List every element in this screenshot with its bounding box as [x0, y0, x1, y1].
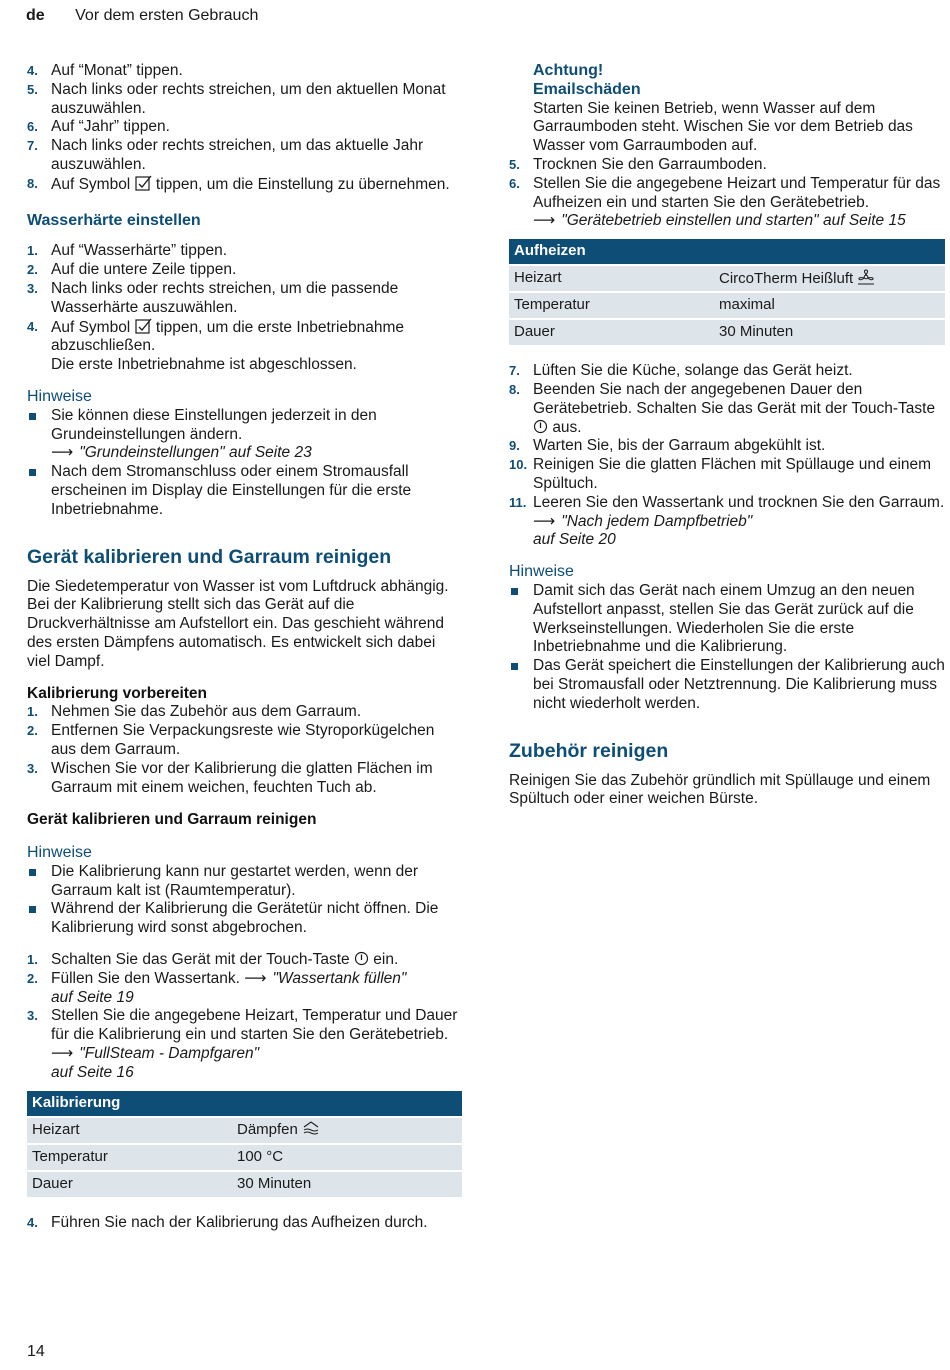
step-text: Auf die untere Zeile tippen. [51, 261, 237, 279]
step-text: Trocknen Sie den Garraumboden. [533, 155, 767, 173]
notes-list [27, 407, 462, 520]
page-header [26, 7, 258, 26]
step-number: 3. [27, 760, 38, 776]
step-number: 1. [27, 704, 38, 720]
xref-page: auf Seite 20 [533, 531, 616, 549]
step-number: 4. [27, 63, 38, 78]
list-item [27, 951, 462, 970]
list-item [509, 381, 945, 437]
step-text: Auf “Wasserhärte” tippen. [51, 242, 228, 260]
step-text: Führen Sie nach der Kalibrierung das Aufheizen durch. [51, 1213, 428, 1231]
step-number: 4. [27, 318, 38, 334]
subsection-heading: Kalibrierung vorbereiten [27, 684, 208, 702]
xref-text: "FullSteam - Dampfgaren" [79, 1045, 260, 1063]
table-key: Dauer [509, 318, 714, 345]
warning-text: Starten Sie keinen Betrieb, wenn Wasser auf dem Garraumboden steht. Wischen Sie vor dem Betrieb das Wasser vom Garraumboden auf. [533, 99, 913, 155]
list-item [27, 722, 462, 760]
steam-icon [302, 1120, 320, 1136]
xref-text: "Gerätebetrieb einstellen und starten" auf Seite 15 [561, 212, 906, 230]
step-number: 5. [27, 81, 38, 97]
step-text: Auf Symbol [51, 318, 131, 336]
page-number: 14 [27, 1343, 45, 1360]
step-text: Nach links oder rechts streichen, um die passende Wasserhärte auszuwählen. [51, 279, 399, 316]
step-text: Schalten Sie das Gerät mit der Touch-Taste [51, 951, 350, 969]
note-text: Die Kalibrierung kann nur gestartet werden, wenn der Garraum kalt ist (Raumtemperatur). [51, 862, 419, 899]
aufheizen-table [509, 239, 945, 345]
list-item [27, 760, 462, 798]
notes-list [509, 582, 945, 714]
note-text: Nach dem Stromanschluss oder einem Stromausfall erscheinen im Display die Einstellungen für die erste Inbetriebnahme. [51, 463, 412, 518]
paragraph: Reinigen Sie das Zubehör gründlich mit Spüllauge und einem Spültuch oder einer weichen Bürste. [509, 771, 931, 808]
table-row [509, 264, 945, 291]
steps-a [509, 156, 945, 231]
table-value-text: Dämpfen [237, 1121, 298, 1139]
cross-reference [533, 212, 906, 229]
list-item [509, 437, 945, 456]
step-number: 6. [509, 175, 520, 191]
list-item [27, 970, 462, 1008]
step-text: Nehmen Sie das Zubehör aus dem Garraum. [51, 703, 362, 721]
section-heading: Wasserhärte einstellen [27, 211, 201, 229]
list-item [509, 657, 945, 713]
table-value [232, 1116, 462, 1143]
kr-steps [27, 951, 462, 1083]
note-text: Das Gerät speichert die Einstellungen der Kalibrierung auch bei Stromausfall oder Netztrennung. Die Kalibrierung muss nicht wiederholt werden. [533, 657, 945, 712]
list-item [27, 463, 462, 519]
list-item [27, 318, 462, 375]
table-row [27, 1170, 462, 1197]
list-item [27, 175, 462, 195]
final-steps [27, 1214, 462, 1233]
warning-subtitle: Emailschäden [533, 80, 641, 98]
step-number: 11. [509, 494, 527, 510]
list-item [509, 156, 945, 175]
list-item [27, 280, 462, 318]
note-text: Während der Kalibrierung die Gerätetür nicht öffnen. Die Kalibrierung wird sonst abgebrochen. [51, 900, 439, 937]
steps-b [509, 362, 945, 550]
step-number: 7. [27, 138, 38, 154]
left-column [27, 62, 462, 1232]
step-number: 2. [27, 970, 38, 986]
cross-reference [533, 513, 945, 551]
paragraph: Die Siedetemperatur von Wasser ist vom Luftdruck abhängig. Bei der Kalibrierung stellt sich das Gerät auf die Druckverhältnisse am Aufstellort ein. Das geschieht während des ersten Dämpfens automatisch. Es entwickelt sich dabei viel Dampf. [27, 577, 449, 670]
list-item [27, 137, 462, 175]
step-text: Nach links oder rechts streichen, um das aktuelle Jahr auszuwählen. [51, 137, 424, 173]
step-number: 3. [27, 1008, 38, 1024]
list-item [27, 1214, 462, 1233]
step-text: Leeren Sie den Wassertank und trocknen Sie den Garraum. [533, 493, 945, 511]
note-text: Sie können diese Einstellungen jederzeit in den Grundeinstellungen ändern. [51, 406, 377, 443]
list-item [509, 494, 945, 550]
step-text: tippen, um die erste Inbetriebnahme abzuschließen. [51, 318, 405, 355]
list-item [27, 62, 462, 81]
arrow-right-icon: ⟶ [244, 969, 267, 987]
xref-text: "Wassertank füllen" [272, 969, 407, 987]
xref-text: "Nach jedem Dampfbetrieb" [561, 512, 753, 530]
xref-text: "Grundeinstellungen" auf Seite 23 [79, 444, 312, 462]
list-item [27, 1007, 462, 1082]
notes-title: Hinweise [27, 387, 92, 405]
table-value: maximal [714, 291, 945, 318]
kalibrierung-table [27, 1091, 462, 1197]
list-item [27, 81, 462, 119]
step-text: Auf Symbol [51, 175, 131, 193]
step-text: Füllen Sie den Wassertank. [51, 969, 240, 987]
step-text: tippen, um die Einstellung zu übernehmen. [155, 175, 450, 193]
step-text: Auf “Monat” tippen. [51, 62, 183, 79]
list-item [509, 456, 945, 494]
list-item [27, 118, 462, 137]
step-text: ein. [373, 951, 399, 969]
step-number: 8. [27, 175, 38, 191]
circotherm-fan-icon [857, 269, 875, 285]
list-item [509, 175, 945, 231]
section-heading: Gerät kalibrieren und Garraum reinigen [27, 545, 392, 568]
step-number: 6. [27, 119, 38, 135]
table-key: Heizart [509, 264, 714, 291]
right-column [509, 62, 945, 809]
step-text: Auf “Jahr” tippen. [51, 118, 170, 136]
section-heading: Zubehör reinigen [509, 739, 669, 762]
table-title: Aufheizen [509, 239, 945, 264]
table-value: 100 °C [232, 1143, 462, 1170]
power-icon [533, 419, 548, 434]
language-tag: de [26, 7, 45, 24]
step-number: 7. [509, 363, 520, 379]
table-key: Heizart [27, 1116, 232, 1143]
check-box-icon [135, 318, 152, 334]
vorb-steps [27, 703, 462, 797]
table-key: Dauer [27, 1170, 232, 1197]
notes-list [27, 863, 462, 938]
list-item [27, 407, 462, 463]
step-number: 1. [27, 243, 38, 259]
list-item [27, 863, 462, 901]
table-key: Temperatur [509, 291, 714, 318]
step-text: Stellen Sie die angegebene Heizart, Temperatur und Dauer für die Kalibrierung ein und starten Sie den Gerätebetrieb. [51, 1007, 458, 1044]
power-icon [354, 951, 369, 966]
list-item [509, 362, 945, 381]
notes-title: Hinweise [509, 563, 574, 581]
table-row [27, 1143, 462, 1170]
step-text: aus. [552, 418, 582, 436]
arrow-right-icon: ⟶ [533, 212, 556, 230]
wasser-steps [27, 242, 462, 375]
xref-page: auf Seite 16 [51, 1063, 134, 1081]
table-title: Kalibrierung [27, 1091, 462, 1116]
arrow-right-icon: ⟶ [533, 512, 556, 530]
list-item [27, 261, 462, 280]
check-box-icon [135, 175, 152, 191]
step-number: 10. [509, 457, 528, 473]
table-row [509, 291, 945, 318]
table-value: 30 Minuten [714, 318, 945, 345]
step-number: 2. [27, 723, 38, 739]
note-text: Damit sich das Gerät nach einem Umzug an den neuen Aufstellort anpasst, stellen Sie das Gerät zurück auf die Werkseinstellungen. Wiederholen Sie die erste Inbetriebnahme und die Kalibrierung. [533, 581, 915, 656]
step-text: Beenden Sie nach der angegebenen Dauer den Gerätebetrieb. Schalten Sie das Gerät mit der Touch-Taste [533, 380, 936, 417]
step-number: 8. [509, 381, 520, 397]
step-text: Warten Sie, bis der Garraum abgekühlt ist. [533, 437, 826, 455]
header-title: Vor dem ersten Gebrauch [75, 7, 259, 24]
list-item [27, 242, 462, 261]
step-number: 4. [27, 1214, 38, 1230]
table-value: 30 Minuten [232, 1170, 462, 1197]
table-value [714, 264, 945, 291]
cross-reference [51, 444, 462, 463]
step-text: Nach links oder rechts streichen, um den aktuellen Monat auszuwählen. [51, 80, 446, 117]
step-number: 5. [509, 156, 520, 172]
step-text: Stellen Sie die angegebene Heizart und Temperatur für das Aufheizen ein und starten Sie den Gerätebetrieb. [533, 174, 941, 211]
warning-title: Achtung! [533, 62, 604, 79]
step-number: 2. [27, 262, 38, 278]
step-number: 9. [509, 438, 520, 454]
list-item [27, 703, 462, 722]
notes-title: Hinweise [27, 844, 92, 862]
arrow-right-icon: ⟶ [51, 444, 74, 462]
arrow-right-icon: ⟶ [51, 1045, 74, 1063]
table-row [509, 318, 945, 345]
steps-top [27, 62, 462, 195]
table-row [27, 1116, 462, 1143]
table-value-text: CircoTherm Heißluft [719, 269, 854, 287]
step-text: Wischen Sie vor der Kalibrierung die glatten Flächen im Garraum mit einem weichen, feuchten Tuch ab. [51, 759, 433, 796]
step-number: 1. [27, 952, 38, 968]
table-key: Temperatur [27, 1143, 232, 1170]
list-item [509, 582, 945, 657]
list-item [27, 900, 462, 938]
step-text: Reinigen Sie die glatten Flächen mit Spüllauge und einem Spültuch. [533, 456, 932, 492]
step-result: Die erste Inbetriebnahme ist abgeschlossen. [51, 356, 357, 374]
step-text: Entfernen Sie Verpackungsreste wie Styroporkügelchen aus dem Garraum. [51, 722, 435, 758]
xref-page: auf Seite 19 [51, 988, 134, 1006]
step-text: Lüften Sie die Küche, solange das Gerät heizt. [533, 362, 853, 380]
subsection-heading: Gerät kalibrieren und Garraum reinigen [27, 811, 317, 829]
step-number: 3. [27, 280, 38, 296]
cross-reference [51, 1045, 462, 1083]
warning-box [509, 62, 945, 156]
